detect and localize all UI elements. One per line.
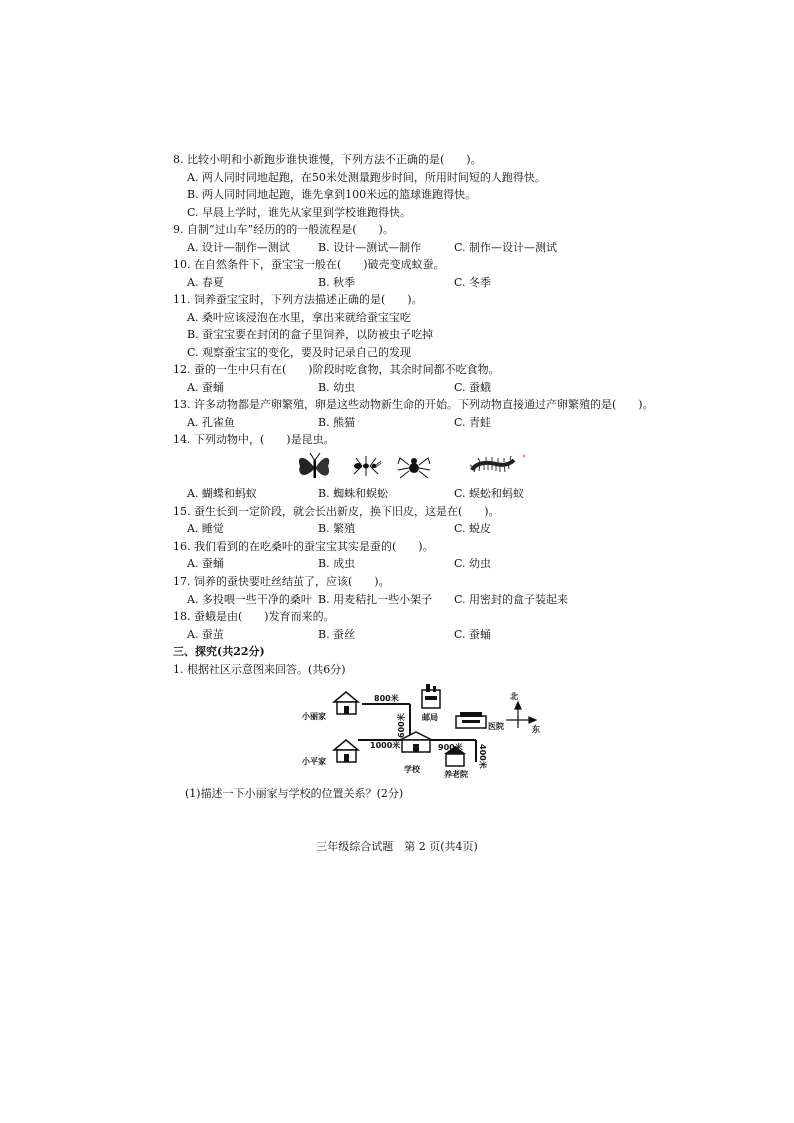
- question-15-option-a: A. 睡觉: [187, 522, 224, 535]
- section-3-title: 三、探究(共22分): [173, 645, 265, 658]
- question-13-stem: 13. 许多动物都是产卵繁殖，卵是这些动物新生命的开始。下列动物直接通过产卵繁殖的是( )。: [173, 398, 654, 411]
- question-15-stem: 15. 蚕生长到一定阶段，就会长出新皮，换下旧皮，这是在( )。: [173, 505, 500, 518]
- question-18-option-b: B. 蚕丝: [318, 628, 356, 641]
- question-14-stem: 14. 下列动物中，( )是昆虫。: [173, 433, 335, 446]
- question-13-option-a: A. 孔雀鱼: [187, 416, 235, 429]
- question-11-stem: 11. 饲养蚕宝宝时，下列方法描述正确的是( )。: [173, 293, 423, 306]
- hospital-icon: [456, 712, 486, 728]
- question-15-option-b: B. 繁殖: [318, 522, 356, 535]
- map-distance-400: 400米: [478, 744, 487, 769]
- map-compass-north: 北: [510, 692, 518, 701]
- question-13-option-b: B. 熊猫: [318, 416, 356, 429]
- map-label-hospital: 医院: [488, 722, 504, 731]
- question-17-stem: 17. 饲养的蚕快要吐丝结茧了，应该( )。: [173, 575, 390, 588]
- post-office-icon: [422, 684, 440, 708]
- centipede-icon: [470, 455, 526, 473]
- question-8-option-b: B. 两人同时同地起跑，谁先拿到100米远的篮球谁跑得快。: [187, 188, 477, 201]
- question-18-option-a: A. 蚕茧: [187, 628, 224, 641]
- question-17-option-c: C. 用密封的盒子装起来: [454, 593, 569, 606]
- question-11-option-c: C. 观察蚕宝宝的变化，要及时记录自己的发现: [187, 346, 412, 359]
- question-12-option-b: B. 幼虫: [318, 381, 356, 394]
- question-8-option-a: A. 两人同时同地起跑，在50米处测量跑步时间，所用时间短的人跑得快。: [187, 171, 546, 184]
- map-label-school: 学校: [404, 765, 420, 774]
- question-10-option-c: C. 冬季: [454, 276, 492, 289]
- map-label-post-office: 邮局: [422, 713, 438, 722]
- xiaoli-home-icon: [334, 692, 358, 714]
- spider-icon: [398, 458, 430, 478]
- question-11-option-a: A. 桑叶应该浸泡在水里，拿出来就给蚕宝宝吃: [187, 311, 411, 324]
- ant-icon: [354, 456, 381, 476]
- question-14-option-b: B. 蜘蛛和蜈蚣: [318, 487, 389, 500]
- question-16-option-b: B. 成虫: [318, 557, 356, 570]
- section-3-question-1: 1. 根据社区示意图来回答。(共6分): [173, 663, 346, 676]
- question-8-option-c: C. 早晨上学时，谁先从家里到学校谁跑得快。: [187, 206, 412, 219]
- question-18-option-c: C. 蚕蛹: [454, 628, 492, 641]
- question-12-option-c: C. 蚕蛾: [454, 381, 492, 394]
- map-label-xiaoping-home: 小平家: [302, 757, 326, 766]
- community-map: [300, 682, 540, 780]
- question-12-option-a: A. 蚕蛹: [187, 381, 224, 394]
- map-label-nursing-home: 养老院: [444, 770, 468, 779]
- map-distance-1000: 1000米: [370, 741, 401, 750]
- question-16-option-a: A. 蚕蛹: [187, 557, 224, 570]
- xiaoping-home-icon: [334, 740, 358, 762]
- question-13-option-c: C. 青蛙: [454, 416, 492, 429]
- question-17-option-a: A. 多投喂一些干净的桑叶: [187, 593, 312, 606]
- map-distance-800: 800米: [374, 694, 399, 703]
- question-15-option-c: C. 蜕皮: [454, 522, 492, 535]
- question-8-stem: 8. 比较小明和小新跑步谁快谁慢，下列方法不正确的是( )。: [173, 153, 482, 166]
- question-9-option-b: B. 设计—测试—制作: [318, 241, 422, 254]
- page-footer: 三年级综合试题 第 2 页(共4页): [316, 840, 478, 853]
- question-14-option-c: C. 蜈蚣和蚂蚁: [454, 487, 525, 500]
- question-14-option-a: A. 蝴蝶和蚂蚁: [187, 487, 257, 500]
- question-9-stem: 9. 自制“过山车”经历的的一般流程是( )。: [173, 223, 394, 236]
- map-compass-east: 东: [532, 725, 540, 734]
- question-10-stem: 10. 在自然条件下，蚕宝宝一般在( )破壳变成蚁蚕。: [173, 258, 445, 271]
- insect-pictures: [296, 450, 536, 484]
- question-18-stem: 18. 蚕蛾是由( )发育而来的。: [173, 610, 335, 623]
- butterfly-icon: [299, 453, 329, 478]
- section-3-subquestion-1: (1)描述一下小丽家与学校的位置关系？(2分): [185, 787, 404, 800]
- question-10-option-a: A. 春夏: [187, 276, 224, 289]
- question-9-option-c: C. 制作—设计—测试: [454, 241, 558, 254]
- question-16-stem: 16. 我们看到的在吃桑叶的蚕宝宝其实是蚕的( )。: [173, 540, 434, 553]
- map-label-xiaoli-home: 小丽家: [302, 712, 326, 721]
- question-17-option-b: B. 用麦秸扎一些小架子: [318, 593, 433, 606]
- question-11-option-b: B. 蚕宝宝要在封闭的盒子里饲养，以防被虫子吃掉: [187, 328, 434, 341]
- question-10-option-b: B. 秋季: [318, 276, 356, 289]
- question-12-stem: 12. 蚕的一生中只有在( )阶段时吃食物，其余时间都不吃食物。: [173, 363, 500, 376]
- question-9-option-a: A. 设计—制作—测试: [187, 241, 290, 254]
- question-16-option-c: C. 幼虫: [454, 557, 492, 570]
- map-distance-600: 600米: [397, 713, 406, 738]
- map-distance-900: 900米: [438, 743, 463, 752]
